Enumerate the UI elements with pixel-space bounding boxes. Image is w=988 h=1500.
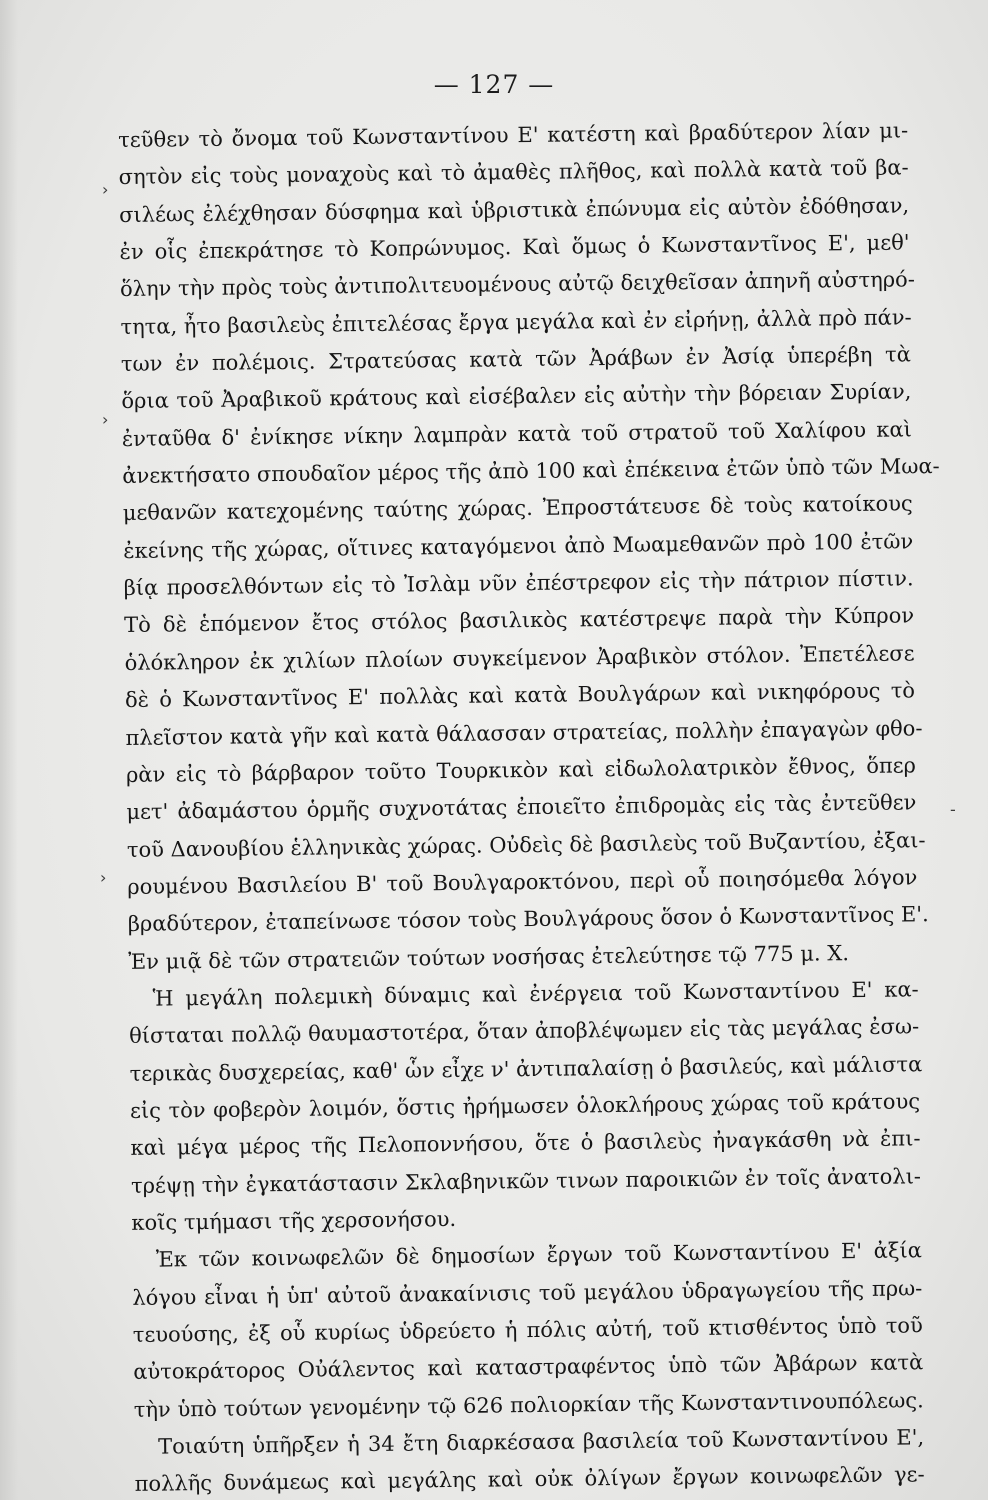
text-line: των ἐν πολέμοις. Στρατεύσας κατὰ τῶν Ἀράβων ἐν Ἀσίᾳ ὑπερέβη τὰ (120, 342, 912, 377)
page-edge-shadow (0, 0, 18, 1500)
text-line: μετ' ἀδαμάστου ὁρμῆς συχνοτάτας ἐποιεῖτο ἐπιδρομὰς εἰς τὰς ἐντεῦθεν (126, 790, 917, 825)
text-line: σητὸν εἰς τοὺς μοναχοὺς καὶ τὸ ἀμαθὲς πλῆθος, καὶ πολλὰ κατὰ τοῦ βα- (118, 155, 909, 190)
text-line: τρέψῃ τὴν ἐγκατάστασιν Σκλαβηνικῶν τινων παροικιῶν ἐν τοῖς ἀνατολι- (130, 1163, 922, 1198)
text-line: εἰς τὸν φοβερὸν λοιμόν, ὅστις ἠρήμωσεν ὁλοκλήρους χώρας τοῦ κράτους (129, 1089, 921, 1123)
text-line: Ἐν μιᾷ δὲ τῶν στρατειῶν τούτων νοσήσας ἐτελεύτησε τῷ 775 μ. Χ. (128, 940, 850, 974)
paragraph-first-line: Ἡ μεγάλη πολεμικὴ δύναμις καὶ ἐνέργεια τοῦ Κωνσταντίνου Ε' κα- (152, 977, 919, 1011)
text-line: ἐν οἷς ἐπεκράτησε τὸ Κοπρώνυμος. Καὶ ὅμως ὁ Κωνσταντῖνος Ε', μεθ' (119, 230, 910, 265)
text-line: τερικὰς δυσχερείας, καθ' ὧν εἶχε ν' ἀντιπαλαίσῃ ὁ βασιλεύς, καὶ μάλιστα (129, 1051, 923, 1086)
text-line: τευούσης, ἐξ οὗ κυρίως ὑδρεύετο ἡ πόλις αὐτή, τοῦ κτισθέντος ὑπὸ τοῦ (132, 1313, 923, 1347)
text-line: ἀνεκτήσατο σπουδαῖον μέρος τῆς ἀπὸ 100 καὶ ἐπέκεινα ἐτῶν ὑπὸ τῶν Μωα- (122, 454, 940, 489)
text-line: ἐκείνης τῆς χώρας, οἵτινες καταγόμενοι ἀπὸ Μωαμεθανῶν πρὸ 100 ἐτῶν (123, 529, 914, 563)
text-line: τητα, ἦτο βασιλεὺς ἐπιτελέσας ἔργα μεγάλα καὶ ἐν εἰρήνῃ, ἀλλὰ πρὸ πάν- (120, 305, 912, 339)
text-line: βίᾳ προσελθόντων εἰς τὸ Ἰσλὰμ νῦν ἐπέστρεφον εἰς τὴν πάτριον πίστιν. (123, 566, 914, 601)
text-line: τὴν ὑπὸ τούτων γενομένην τῷ 626 πολιορκίαν τῆς Κωνσταντινουπόλεως. (133, 1387, 924, 1422)
text-line: τεῦθεν τὸ ὄνομα τοῦ Κωνσταντίνου Ε' κατέστη καὶ βραδύτερον λίαν μι- (118, 118, 909, 152)
text-line: ὅλην τὴν πρὸς τοὺς ἀντιπολιτευομένους αὐτῷ δειχθεῖσαν ἀπηνῆ αὐστηρό- (119, 267, 915, 302)
text-line: ρουμένου Βασιλείου Β' τοῦ Βουλγαροκτόνου, περὶ οὗ ποιησόμεθα λόγον (127, 865, 918, 899)
text-line: ὁλόκληρον ἐκ χιλίων πλοίων συγκείμενον Ἀραβικὸν στόλον. Ἐπετέλεσε (124, 641, 915, 675)
text-line: κοῖς τμήμασι τῆς χερσονήσου. (131, 1206, 457, 1235)
text-line: πλεῖστον κατὰ γῆν καὶ κατὰ θάλασσαν στρατείας, πολλὴν ἐπαγαγὼν φθο- (125, 715, 923, 750)
text-line: μεθανῶν κατεχομένης ταύτης χώρας. Ἐπροστάτευσε δὲ τοὺς κατοίκους (122, 491, 913, 526)
text-line: πολλῆς δυνάμεως καὶ μεγάλης καὶ οὐκ ὀλίγων ἔργων κοινωφελῶν γε- (134, 1462, 925, 1497)
margin-mark: › (100, 868, 107, 887)
paragraph-first-line: Ἐκ τῶν κοινωφελῶν δὲ δημοσίων ἔργων τοῦ Κωνσταντίνου Ε' ἀξία (155, 1238, 922, 1272)
paragraph-first-line: Τοιαύτη ὑπῆρξεν ἡ 34 ἔτη διαρκέσασα βασιλεία τοῦ Κωνσταντίνου Ε', (158, 1425, 925, 1459)
margin-mark: - (950, 800, 956, 819)
text-line: τοῦ Δανουβίου ἑλληνικὰς χώρας. Οὐδεὶς δὲ βασιλεὺς τοῦ Βυζαντίου, ἐξαι- (126, 827, 926, 862)
margin-mark: › (102, 410, 109, 429)
text-line: λόγου εἶναι ἡ ὑπ' αὐτοῦ ἀνακαίνισις τοῦ μεγάλου ὑδραγωγείου τῆς πρω- (132, 1275, 923, 1310)
text-line: σιλέως ἐλέχθησαν δύσφημα καὶ ὑβριστικὰ ἐπώνυμα εἰς αὐτὸν ἐδόθησαν, (118, 193, 910, 227)
text-line: βραδύτερον, ἐταπείνωσε τόσον τοὺς Βουλγάρους ὅσον ὁ Κωνσταντῖνος Ε'. (127, 902, 929, 937)
page-number: — 127 — (433, 70, 555, 99)
text-line: ὅρια τοῦ Ἀραβικοῦ κράτους καὶ εἰσέβαλεν εἰς αὐτὴν τὴν βόρειαν Συρίαν, (121, 379, 912, 414)
text-line: Τὸ δὲ ἑπόμενον ἔτος στόλος βασιλικὸς κατέστρεψε παρὰ τὴν Κύπρον (124, 603, 915, 638)
text-line: δὲ ὁ Κωνσταντῖνος Ε' πολλὰς καὶ κατὰ Βουλγάρων καὶ νικηφόρους τὸ (124, 678, 916, 713)
margin-mark: › (102, 180, 109, 199)
text-line: θίσταται πολλῷ θαυμαστοτέρα, ὅταν ἀποβλέψωμεν εἰς τὰς μεγάλας ἐσω- (129, 1014, 920, 1049)
text-line: καὶ μέγα μέρος τῆς Πελοποννήσου, ὅτε ὁ βασιλεὺς ἠναγκάσθη νὰ ἐπι- (130, 1126, 921, 1161)
text-line: ρὰν εἰς τὸ βάρβαρον τοῦτο Τουρκικὸν καὶ εἰδωλολατρικὸν ἔθνος, ὅπερ (125, 753, 917, 787)
text-line: αὐτοκράτορος Οὐάλεντος καὶ καταστραφέντος ὑπὸ τῶν Ἀβάρων κατὰ (133, 1350, 924, 1385)
body-text (118, 112, 940, 1500)
text-line: ἐνταῦθα δ' ἐνίκησε νίκην λαμπρὰν κατὰ τοῦ στρατοῦ τοῦ Χαλίφου καὶ (121, 417, 912, 451)
